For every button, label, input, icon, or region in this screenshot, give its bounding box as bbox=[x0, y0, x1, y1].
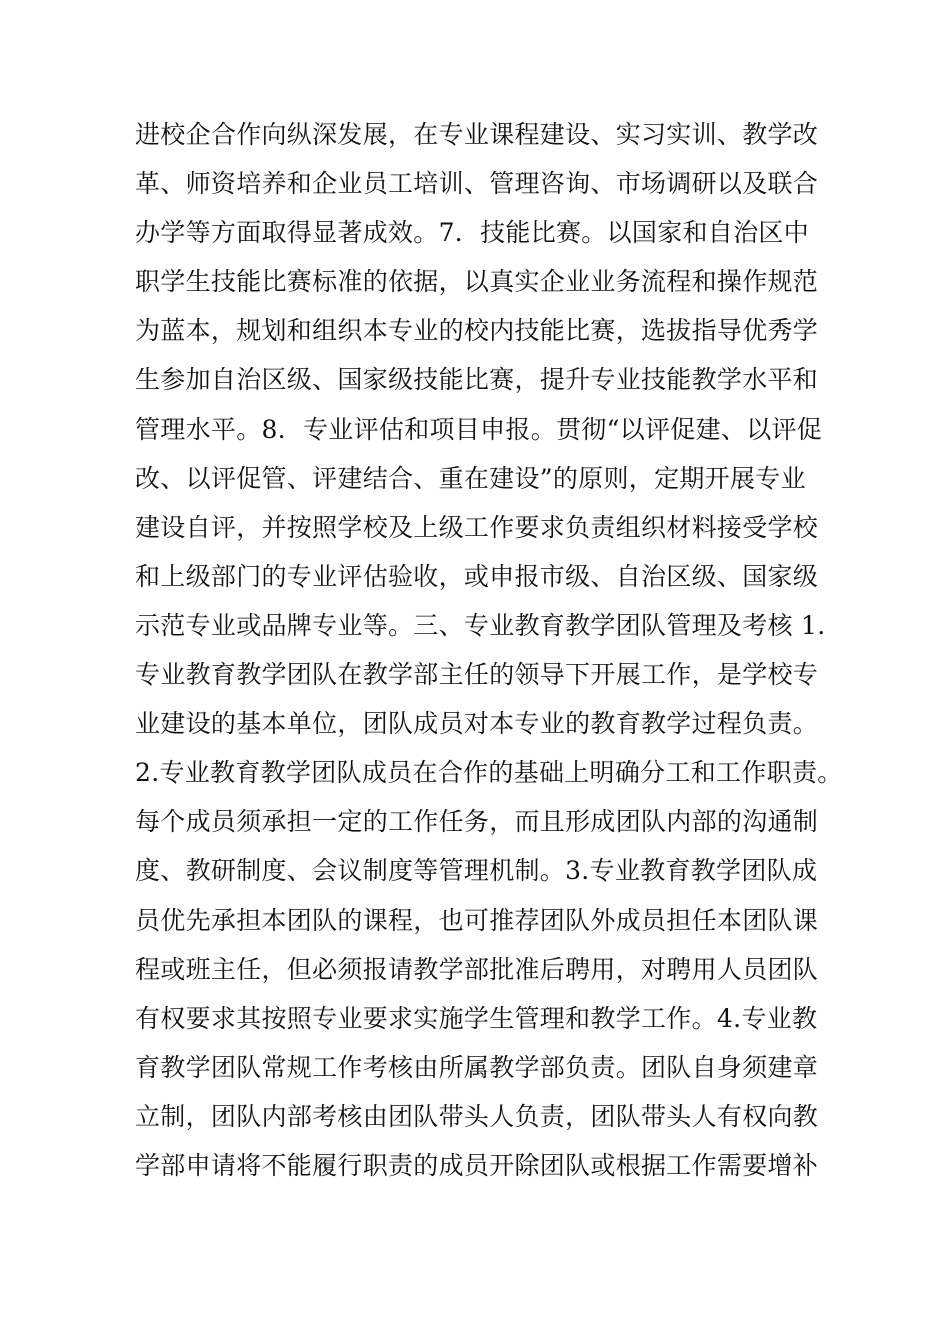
text-line: 学部申请将不能履行职责的成员开除团队或根据工作需要增补 bbox=[135, 1150, 819, 1180]
text-line: 度、教研制度、会议制度等管理机制。3.专业教育教学团队成 bbox=[135, 856, 818, 886]
text-line: 每个成员须承担一定的工作任务，而且形成团队内部的沟通制 bbox=[135, 807, 819, 837]
text-line: 革、师资培养和企业员工培训、管理咨询、市场调研以及联合 bbox=[135, 169, 819, 199]
text-line: 建设自评，并按照学校及上级工作要求负责组织材料接受学校 bbox=[135, 512, 819, 542]
text-line: 生参加自治区级、国家级技能比赛，提升专业技能教学水平和 bbox=[135, 365, 819, 395]
text-line: 进校企合作向纵深发展，在专业课程建设、实习实训、教学改 bbox=[135, 120, 819, 149]
text-line: 立制，团队内部考核由团队带头人负责，团队带头人有权向教 bbox=[135, 1101, 819, 1131]
text-line: 职学生技能比赛标准的依据，以真实企业业务流程和操作规范 bbox=[135, 267, 819, 297]
text-line: 育教学团队常规工作考核由所属教学部负责。团队自身须建章 bbox=[135, 1052, 819, 1082]
body-text bbox=[135, 110, 855, 1190]
text-line: 为蓝本，规划和组织本专业的校内技能比赛，选拔指导优秀学 bbox=[135, 316, 819, 346]
text-line: 改、以评促管、评建结合、重在建设”的原则，定期开展专业 bbox=[135, 463, 806, 493]
text-line: 员优先承担本团队的课程，也可推荐团队外成员担任本团队课 bbox=[135, 905, 819, 935]
text-line: 2.专业教育教学团队成员在合作的基础上明确分工和工作职责。 bbox=[135, 758, 843, 788]
text-line: 和上级部门的专业评估验收，或申报市级、自治区级、国家级 bbox=[135, 561, 819, 591]
text-line: 有权要求其按照专业要求实施学生管理和教学工作。4.专业教 bbox=[135, 1003, 818, 1033]
text-line: 业建设的基本单位，团队成员对本专业的教育教学过程负责。 bbox=[135, 709, 819, 739]
text-line: 办学等方面取得显著成效。7．技能比赛。以国家和自治区中 bbox=[135, 218, 810, 248]
text-line: 程或班主任，但必须报请教学部批准后聘用，对聘用人员团队 bbox=[135, 954, 819, 984]
text-line: 专业教育教学团队在教学部主任的领导下开展工作，是学校专 bbox=[135, 660, 819, 690]
text-line: 示范专业或品牌专业等。三、专业教育教学团队管理及考核 1. bbox=[135, 610, 826, 640]
text-line: 管理水平。8．专业评估和项目申报。贯彻“以评促建、以评促 bbox=[135, 414, 823, 444]
